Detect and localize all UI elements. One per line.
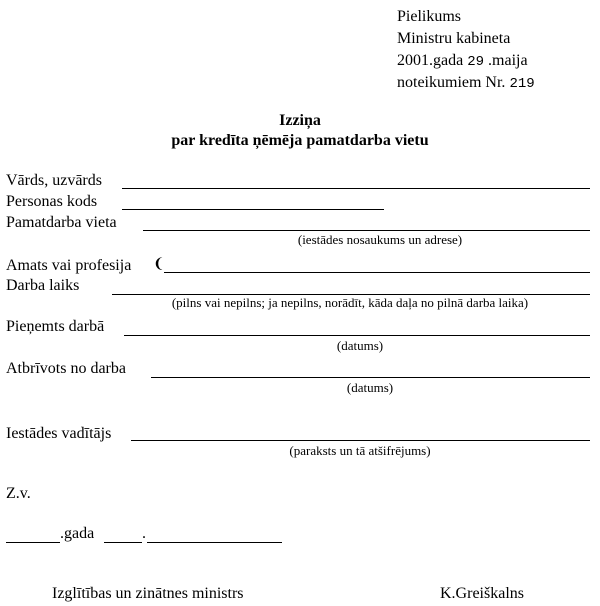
workplace-label: Pamatdarba vieta (6, 214, 117, 231)
name-field-line (122, 188, 590, 189)
annex-date-day: 29 (467, 54, 485, 70)
hired-field-line (124, 335, 590, 336)
annex-regulation (397, 74, 535, 93)
date-day-line (104, 542, 142, 543)
date-dot: . (142, 525, 146, 542)
head-hint: (paraksts un tā atšifrējums) (289, 443, 431, 458)
document-subtitle: par kredīta ņēmēja pamatdarba vietu (171, 132, 429, 149)
name-label: Vārds, uzvārds (6, 172, 102, 189)
hired-label: Pieņemts darbā (6, 318, 105, 335)
document-title: Izziņa (279, 112, 321, 129)
workplace-hint: (iestādes nosaukums un adrese) (297, 232, 463, 247)
annex-line-1: Pielikums (397, 8, 462, 25)
personal-code-field-line (122, 209, 384, 210)
work-time-hint: (pilns vai nepilns; ja nepilns, norādīt, kāda daļa no pilnā darba laika) (171, 295, 529, 310)
annex-reg-number: 219 (509, 76, 535, 92)
hired-hint: (datums) (336, 338, 384, 353)
date-year-line (6, 542, 60, 543)
date-year-suffix: .gada (60, 525, 95, 542)
annex-date-prefix: 2001.gada (397, 52, 464, 69)
dismissed-field-line (151, 377, 590, 378)
dismissed-label: Atbrīvots no darba (6, 360, 126, 377)
head-signature-line (131, 440, 590, 441)
work-time-label: Darba laiks (6, 277, 80, 294)
head-label: Iestādes vadītājs (6, 425, 112, 442)
pen-mark: ❨ (153, 257, 165, 272)
dismissed-hint: (datums) (346, 380, 394, 395)
minister-title: Izglītības un zinātnes ministrs (52, 585, 244, 602)
personal-code-label: Personas kods (6, 193, 98, 210)
annex-reg-prefix: noteikumiem Nr. (397, 74, 506, 91)
annex-date-suffix: .maija (488, 52, 528, 69)
date-month-line (147, 542, 282, 543)
annex-line-2: Ministru kabineta (397, 30, 511, 47)
annex-date (397, 52, 528, 71)
position-field-line (164, 272, 590, 273)
workplace-field-line (143, 230, 590, 231)
seal-label: Z.v. (6, 485, 31, 502)
position-label: Amats vai profesija (6, 257, 132, 274)
minister-name: K.Greiškalns (440, 585, 524, 602)
